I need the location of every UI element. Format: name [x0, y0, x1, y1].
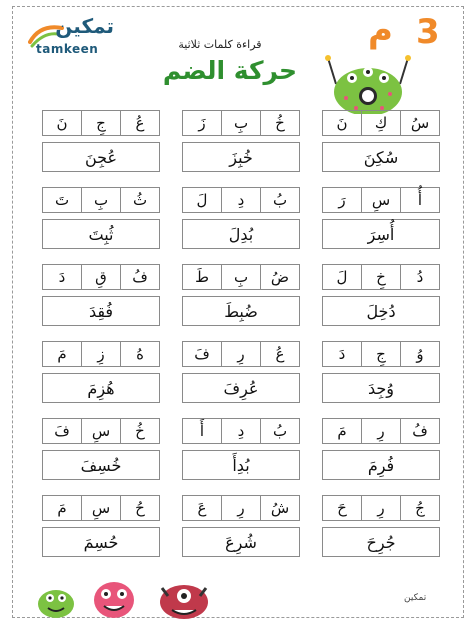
letter-box: دِ — [221, 418, 260, 444]
letter-box: جِ — [361, 341, 400, 367]
letter-boxes — [42, 341, 160, 367]
logo-arabic-text: تمكين — [55, 14, 114, 38]
letter-box: رِ — [361, 418, 400, 444]
decorative-letter: م — [368, 10, 393, 50]
letter-box: دُ — [400, 264, 440, 290]
letter-boxes — [182, 341, 300, 367]
word-box: فُرِمَ — [322, 450, 440, 480]
letter-box: بِ — [81, 187, 120, 213]
word-card — [182, 418, 300, 482]
word-box: دُخِلَ — [322, 296, 440, 326]
word-card — [42, 418, 160, 482]
letter-box: رِ — [221, 341, 260, 367]
tamkeen-logo — [22, 10, 114, 60]
letter-box: فَ — [42, 418, 81, 444]
letter-boxes — [182, 264, 300, 290]
word-box: بُدِلَ — [182, 219, 300, 249]
letter-boxes — [182, 418, 300, 444]
letter-box: بِ — [221, 264, 260, 290]
word-card — [42, 341, 160, 405]
letter-box: ضُ — [260, 264, 300, 290]
letter-boxes — [322, 264, 440, 290]
letter-box: جِ — [81, 110, 120, 136]
letter-box: كِ — [361, 110, 400, 136]
letter-box: بِ — [221, 110, 260, 136]
word-card — [182, 341, 300, 405]
word-card — [182, 495, 300, 559]
green-monster-illustration — [322, 54, 414, 114]
letter-box: عَ — [182, 495, 221, 521]
letter-box: حَ — [322, 495, 361, 521]
word-card — [322, 418, 440, 482]
word-box: خُبِزَ — [182, 142, 300, 172]
letter-box: تَ — [42, 187, 81, 213]
letter-box: خِ — [361, 264, 400, 290]
letter-boxes — [182, 187, 300, 213]
letter-box: خُ — [260, 110, 300, 136]
letter-box: رِ — [221, 495, 260, 521]
letter-box: دَ — [322, 341, 361, 367]
letter-boxes — [322, 418, 440, 444]
bottom-monsters-illustration — [34, 568, 234, 620]
word-box: أُسِرَ — [322, 219, 440, 249]
letter-box: دِ — [221, 187, 260, 213]
letter-box: فُ — [400, 418, 440, 444]
word-card — [182, 264, 300, 328]
word-card — [42, 187, 160, 251]
letter-box: جُ — [400, 495, 440, 521]
word-box: حُسِمَ — [42, 527, 160, 557]
letter-box: بُ — [260, 187, 300, 213]
letter-box: وُ — [400, 341, 440, 367]
letter-boxes — [42, 110, 160, 136]
footer-brand: تمكين — [404, 593, 427, 603]
letter-box: فُ — [120, 264, 160, 290]
word-box: وُجِدَ — [322, 373, 440, 403]
letter-box: طَ — [182, 264, 221, 290]
letter-box: ثُ — [120, 187, 160, 213]
word-card — [182, 187, 300, 251]
letter-boxes — [322, 187, 440, 213]
letter-boxes — [42, 187, 160, 213]
letter-box: هُ — [120, 341, 160, 367]
letter-box: سِ — [81, 495, 120, 521]
letter-box: بُ — [260, 418, 300, 444]
letter-box: زَ — [182, 110, 221, 136]
letter-box: سِ — [81, 418, 120, 444]
letter-box: أُ — [400, 187, 440, 213]
letter-box: سُ — [400, 110, 440, 136]
letter-boxes — [322, 110, 440, 136]
word-card — [182, 110, 300, 174]
letter-box: شُ — [260, 495, 300, 521]
word-card — [42, 110, 160, 174]
word-card — [322, 187, 440, 251]
letter-box: أَ — [182, 418, 221, 444]
letter-box: قِ — [81, 264, 120, 290]
letter-box: رِ — [361, 495, 400, 521]
letter-box: عُ — [120, 110, 160, 136]
letter-box: زِ — [81, 341, 120, 367]
lesson-number: 3 — [416, 12, 440, 52]
page-subtitle: قراءة كلمات ثلاثية — [178, 38, 262, 51]
letter-box: رَ — [322, 187, 361, 213]
letter-boxes — [182, 110, 300, 136]
letter-boxes — [42, 495, 160, 521]
word-card — [322, 495, 440, 559]
word-card — [322, 341, 440, 405]
page-title: حركة الضم — [162, 56, 298, 85]
letter-box: لَ — [182, 187, 221, 213]
word-box: ضُبِطَ — [182, 296, 300, 326]
letter-box: مَ — [42, 495, 81, 521]
word-box: ثُبِتَ — [42, 219, 160, 249]
word-box: عُجِنَ — [42, 142, 160, 172]
letter-box: دَ — [42, 264, 81, 290]
letter-box: فَ — [182, 341, 221, 367]
letter-box: مَ — [322, 418, 361, 444]
word-card — [42, 495, 160, 559]
letter-box: سِ — [361, 187, 400, 213]
word-box: سُكِنَ — [322, 142, 440, 172]
letter-boxes — [42, 418, 160, 444]
logo-english-text: tamkeen — [36, 42, 99, 56]
word-card — [42, 264, 160, 328]
letter-box: نَ — [322, 110, 361, 136]
letter-box: مَ — [42, 341, 81, 367]
letter-box: خُ — [120, 418, 160, 444]
letter-boxes — [322, 495, 440, 521]
word-box: فُقِدَ — [42, 296, 160, 326]
word-box: خُسِفَ — [42, 450, 160, 480]
word-box: هُزِمَ — [42, 373, 160, 403]
letter-boxes — [182, 495, 300, 521]
letter-boxes — [42, 264, 160, 290]
word-box: عُرِفَ — [182, 373, 300, 403]
word-box: بُدِأَ — [182, 450, 300, 480]
letter-boxes — [322, 341, 440, 367]
letter-box: نَ — [42, 110, 81, 136]
word-card — [322, 110, 440, 174]
letter-box: لَ — [322, 264, 361, 290]
word-box: جُرِحَ — [322, 527, 440, 557]
letter-box: حُ — [120, 495, 160, 521]
word-box: شُرِعَ — [182, 527, 300, 557]
word-card — [322, 264, 440, 328]
letter-box: عُ — [260, 341, 300, 367]
